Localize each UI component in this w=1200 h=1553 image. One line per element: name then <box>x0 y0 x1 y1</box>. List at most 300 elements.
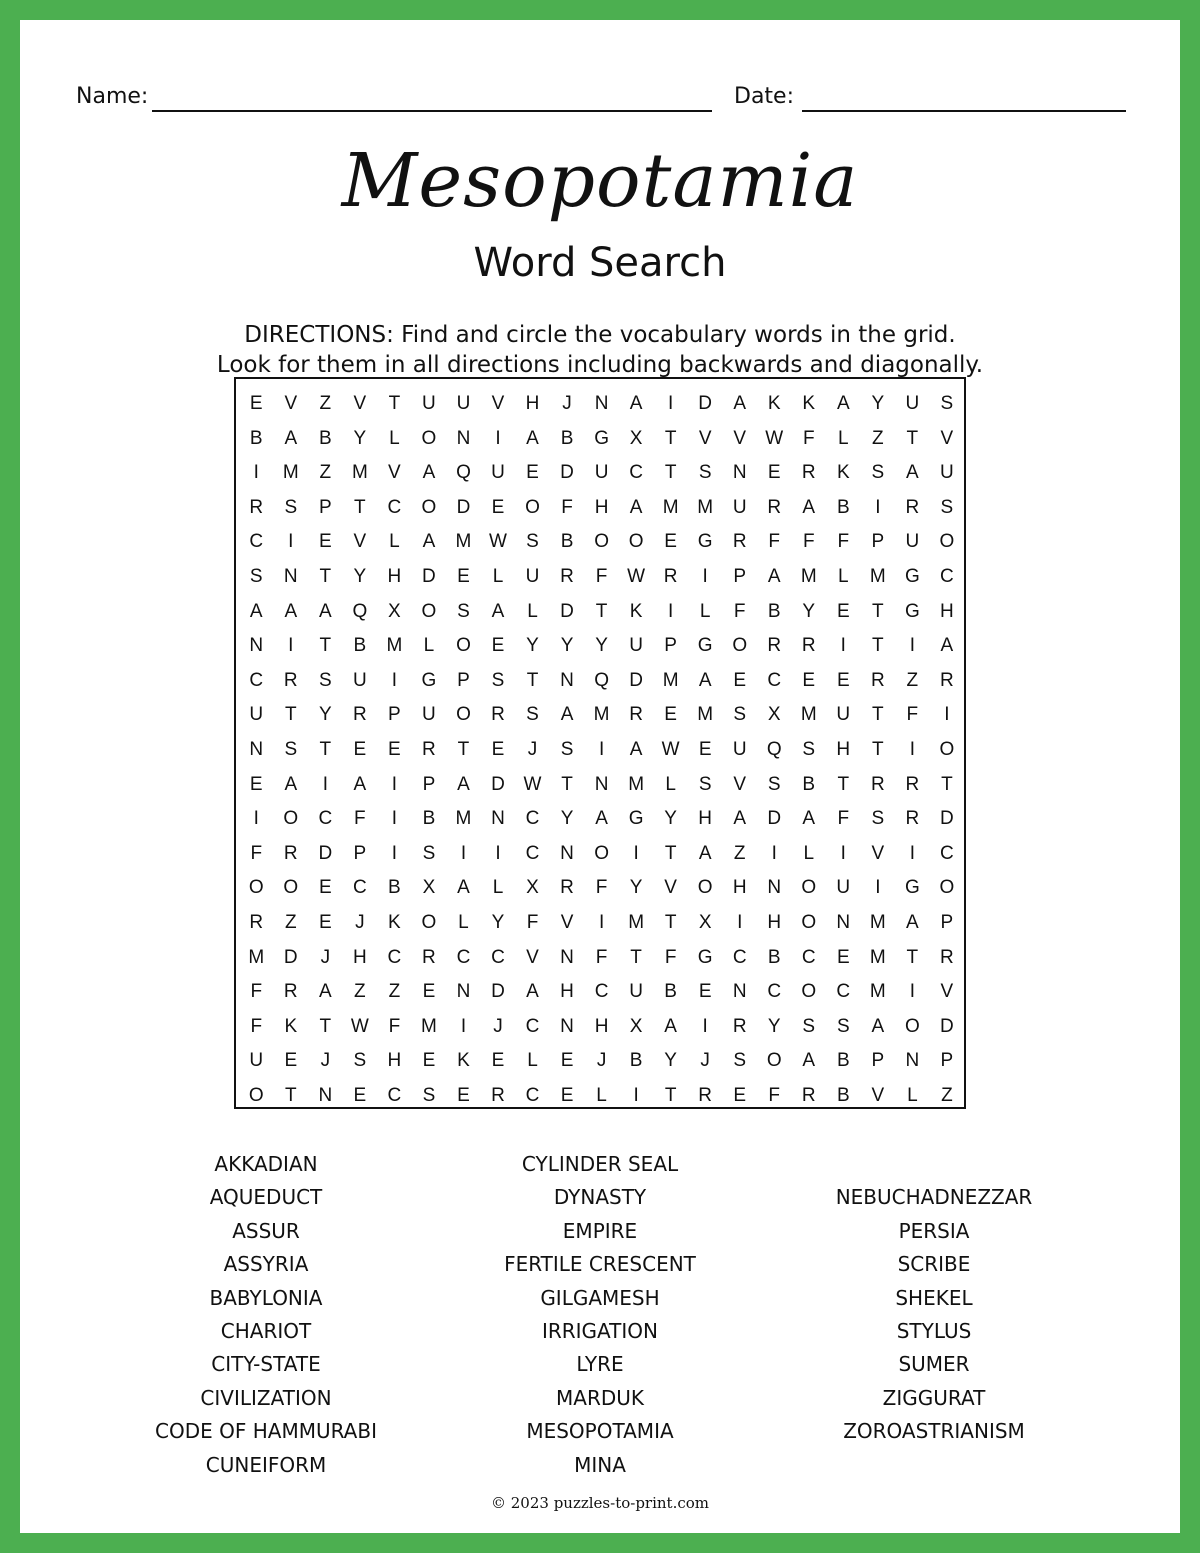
grid-letter[interactable]: N <box>249 635 264 657</box>
grid-letter[interactable]: N <box>767 877 782 899</box>
grid-letter[interactable]: R <box>491 1084 505 1106</box>
grid-letter[interactable]: S <box>526 531 539 553</box>
grid-letter[interactable]: K <box>388 911 401 933</box>
grid-letter[interactable]: Y <box>629 877 643 899</box>
grid-letter[interactable]: B <box>629 1050 643 1072</box>
grid-letter[interactable]: F <box>802 427 815 449</box>
grid-letter[interactable]: R <box>249 911 264 933</box>
grid-letter[interactable]: O <box>421 600 437 622</box>
grid-letter[interactable]: N <box>560 669 574 691</box>
grid-letter[interactable]: M <box>282 462 299 484</box>
grid-letter[interactable]: I <box>771 842 777 864</box>
grid-letter[interactable]: C <box>525 1015 540 1037</box>
grid-letter[interactable]: R <box>940 946 954 968</box>
grid-letter[interactable]: C <box>629 462 643 484</box>
grid-letter[interactable]: M <box>662 669 679 691</box>
grid-letter[interactable]: P <box>422 773 436 795</box>
grid-letter[interactable]: S <box>940 496 954 518</box>
grid-letter[interactable]: H <box>560 981 574 1003</box>
grid-letter[interactable]: S <box>491 669 505 691</box>
grid-letter[interactable]: L <box>838 565 849 587</box>
grid-letter[interactable]: P <box>733 565 747 587</box>
grid-letter[interactable]: L <box>389 427 400 449</box>
grid-letter[interactable]: V <box>733 427 747 449</box>
grid-letter[interactable]: E <box>802 669 816 691</box>
grid-letter[interactable]: U <box>249 1050 264 1072</box>
grid-letter[interactable]: F <box>388 1015 401 1037</box>
grid-letter[interactable]: A <box>353 773 367 795</box>
grid-letter[interactable]: H <box>594 1015 609 1037</box>
grid-letter[interactable]: T <box>906 946 919 968</box>
grid-letter[interactable]: I <box>495 842 501 864</box>
grid-letter[interactable]: M <box>869 911 886 933</box>
grid-letter[interactable]: K <box>767 393 781 414</box>
grid-letter[interactable]: F <box>802 531 815 553</box>
grid-letter[interactable]: J <box>320 1050 331 1072</box>
grid-letter[interactable]: C <box>525 808 540 830</box>
grid-letter[interactable]: D <box>560 600 574 622</box>
grid-letter[interactable]: A <box>802 496 816 518</box>
grid-letter[interactable]: C <box>318 808 333 830</box>
grid-letter[interactable]: B <box>836 1084 850 1106</box>
grid-letter[interactable]: A <box>457 773 470 795</box>
grid-letter[interactable]: C <box>249 531 264 553</box>
grid-letter[interactable]: U <box>732 496 747 518</box>
grid-letter[interactable]: T <box>561 773 573 795</box>
grid-letter[interactable]: J <box>700 1050 710 1072</box>
grid-letter[interactable]: L <box>665 773 676 795</box>
grid-letter[interactable]: E <box>526 462 539 484</box>
grid-letter[interactable]: I <box>840 842 846 864</box>
grid-letter[interactable]: C <box>525 842 540 864</box>
grid-letter[interactable]: U <box>836 704 851 726</box>
grid-letter[interactable]: Z <box>941 1084 953 1106</box>
grid-letter[interactable]: I <box>668 600 674 622</box>
grid-letter[interactable]: A <box>249 600 263 622</box>
grid-letter[interactable]: R <box>352 704 367 726</box>
grid-letter[interactable]: X <box>698 911 712 933</box>
grid-letter[interactable]: G <box>904 600 920 622</box>
grid-letter[interactable]: A <box>906 462 919 484</box>
grid-letter[interactable]: J <box>596 1050 607 1072</box>
grid-letter[interactable]: S <box>318 669 332 691</box>
grid-letter[interactable]: E <box>457 1084 470 1106</box>
grid-letter[interactable]: D <box>767 808 782 830</box>
grid-letter[interactable]: I <box>253 462 259 484</box>
grid-letter[interactable]: T <box>526 669 539 691</box>
grid-letter[interactable]: S <box>698 773 712 795</box>
grid-letter[interactable]: E <box>836 669 850 691</box>
grid-letter[interactable]: C <box>352 877 367 899</box>
grid-letter[interactable]: F <box>595 565 608 587</box>
grid-letter[interactable]: U <box>249 704 264 726</box>
grid-letter[interactable]: A <box>733 808 747 830</box>
grid-letter[interactable]: O <box>421 427 437 449</box>
grid-letter[interactable]: R <box>491 704 505 726</box>
grid-letter[interactable]: O <box>456 635 471 657</box>
grid-letter[interactable]: I <box>875 877 881 899</box>
grid-letter[interactable]: Y <box>318 704 332 726</box>
grid-letter[interactable]: C <box>387 1084 402 1106</box>
grid-letter[interactable]: U <box>594 462 609 484</box>
grid-letter[interactable]: A <box>664 1015 677 1037</box>
grid-letter[interactable]: U <box>422 704 436 726</box>
grid-letter[interactable]: S <box>767 773 781 795</box>
grid-letter[interactable]: N <box>560 1015 574 1037</box>
grid-letter[interactable]: T <box>872 600 884 622</box>
grid-letter[interactable]: T <box>354 496 366 518</box>
grid-letter[interactable]: A <box>629 393 643 414</box>
grid-letter[interactable]: F <box>664 946 677 968</box>
grid-letter[interactable]: P <box>318 496 332 518</box>
grid-letter[interactable]: L <box>492 565 504 587</box>
grid-letter[interactable]: U <box>905 393 920 414</box>
grid-letter[interactable]: S <box>284 738 298 760</box>
grid-letter[interactable]: R <box>767 635 782 657</box>
grid-letter[interactable]: M <box>800 704 817 726</box>
grid-letter[interactable]: E <box>249 773 263 795</box>
grid-letter[interactable]: V <box>940 427 954 449</box>
grid-letter[interactable]: H <box>525 393 540 414</box>
grid-letter[interactable]: M <box>386 635 403 657</box>
grid-letter[interactable]: C <box>767 981 782 1003</box>
grid-letter[interactable]: A <box>318 600 332 622</box>
grid-letter[interactable]: G <box>904 877 920 899</box>
grid-letter[interactable]: Y <box>767 1015 781 1037</box>
grid-letter[interactable]: A <box>802 808 816 830</box>
grid-letter[interactable]: P <box>940 1050 954 1072</box>
grid-letter[interactable]: U <box>629 635 643 657</box>
grid-letter[interactable]: A <box>698 669 712 691</box>
grid-letter[interactable]: X <box>629 1015 643 1037</box>
grid-letter[interactable]: E <box>698 981 712 1003</box>
grid-letter[interactable]: T <box>872 738 884 760</box>
grid-letter[interactable]: R <box>283 669 298 691</box>
grid-letter[interactable]: A <box>698 842 712 864</box>
grid-letter[interactable]: Y <box>560 635 574 657</box>
grid-letter[interactable]: G <box>628 808 644 830</box>
grid-letter[interactable]: A <box>422 462 436 484</box>
grid-letter[interactable]: R <box>249 496 264 518</box>
grid-letter[interactable]: H <box>387 565 402 587</box>
grid-letter[interactable]: E <box>353 1084 367 1106</box>
grid-letter[interactable]: C <box>387 496 402 518</box>
grid-letter[interactable]: Y <box>353 565 367 587</box>
grid-letter[interactable]: L <box>596 1084 607 1106</box>
grid-letter[interactable]: L <box>838 427 849 449</box>
grid-letter[interactable]: C <box>249 669 264 691</box>
grid-letter[interactable]: V <box>491 393 505 414</box>
grid-letter[interactable]: N <box>594 773 609 795</box>
grid-letter[interactable]: V <box>388 462 401 484</box>
grid-letter[interactable]: R <box>663 565 678 587</box>
grid-letter[interactable]: N <box>283 565 298 587</box>
grid-letter[interactable]: A <box>629 738 643 760</box>
grid-letter[interactable]: S <box>733 704 747 726</box>
grid-letter[interactable]: B <box>767 600 781 622</box>
grid-letter[interactable]: A <box>733 393 747 414</box>
grid-letter[interactable]: J <box>562 393 572 414</box>
grid-letter[interactable]: N <box>560 946 574 968</box>
grid-letter[interactable]: N <box>560 842 574 864</box>
grid-letter[interactable]: O <box>248 877 264 899</box>
grid-letter[interactable]: I <box>391 842 398 864</box>
grid-letter[interactable]: I <box>840 635 846 657</box>
grid-letter[interactable]: M <box>421 1015 437 1037</box>
grid-letter[interactable]: Y <box>353 427 367 449</box>
grid-letter[interactable]: I <box>322 773 328 795</box>
grid-letter[interactable]: I <box>633 1084 639 1106</box>
grid-letter[interactable]: E <box>664 531 677 553</box>
grid-letter[interactable]: O <box>421 496 437 518</box>
grid-letter[interactable]: R <box>732 531 747 553</box>
grid-letter[interactable]: T <box>319 635 332 657</box>
grid-letter[interactable]: M <box>800 565 817 587</box>
grid-letter[interactable]: E <box>560 1050 574 1072</box>
grid-letter[interactable]: J <box>320 946 331 968</box>
grid-letter[interactable]: S <box>836 1015 850 1037</box>
grid-letter[interactable]: I <box>288 635 294 657</box>
grid-letter[interactable]: F <box>526 911 539 933</box>
grid-letter[interactable]: I <box>875 496 881 518</box>
grid-letter[interactable]: B <box>767 946 781 968</box>
grid-letter[interactable]: O <box>283 808 299 830</box>
grid-letter[interactable]: M <box>869 981 886 1003</box>
grid-letter[interactable]: T <box>664 911 677 933</box>
grid-letter[interactable]: H <box>940 600 954 622</box>
grid-letter[interactable]: A <box>457 877 470 899</box>
grid-letter[interactable]: M <box>628 773 645 795</box>
grid-letter[interactable]: W <box>765 427 784 449</box>
grid-letter[interactable]: O <box>283 877 299 899</box>
grid-letter[interactable]: R <box>905 496 920 518</box>
grid-letter[interactable]: R <box>283 842 298 864</box>
grid-letter[interactable]: A <box>629 496 643 518</box>
grid-letter[interactable]: D <box>940 1015 954 1037</box>
grid-letter[interactable]: S <box>353 1050 367 1072</box>
grid-letter[interactable]: V <box>560 911 574 933</box>
grid-letter[interactable]: T <box>906 427 919 449</box>
grid-letter[interactable]: W <box>489 531 507 553</box>
grid-letter[interactable]: M <box>455 531 472 553</box>
grid-letter[interactable]: M <box>248 946 265 968</box>
grid-letter[interactable]: T <box>319 565 332 587</box>
grid-letter[interactable]: I <box>668 393 674 414</box>
grid-letter[interactable]: L <box>389 531 400 553</box>
grid-letter[interactable]: C <box>940 565 954 587</box>
grid-letter[interactable]: C <box>387 946 402 968</box>
grid-letter[interactable]: R <box>767 496 782 518</box>
grid-letter[interactable]: I <box>391 669 398 691</box>
grid-letter[interactable]: B <box>422 808 436 830</box>
grid-letter[interactable]: N <box>732 981 747 1003</box>
grid-letter[interactable]: R <box>905 808 920 830</box>
grid-letter[interactable]: T <box>595 600 608 622</box>
grid-letter[interactable]: P <box>388 704 401 726</box>
grid-letter[interactable]: X <box>422 877 436 899</box>
grid-letter[interactable]: A <box>871 1015 885 1037</box>
grid-letter[interactable]: W <box>350 1015 369 1037</box>
grid-letter[interactable]: X <box>388 600 401 622</box>
grid-letter[interactable]: I <box>598 911 605 933</box>
grid-letter[interactable]: A <box>318 981 332 1003</box>
grid-letter[interactable]: O <box>525 496 540 518</box>
grid-letter[interactable]: U <box>629 981 643 1003</box>
grid-letter[interactable]: A <box>284 600 298 622</box>
grid-letter[interactable]: U <box>525 565 540 587</box>
grid-letter[interactable]: R <box>698 1084 713 1106</box>
grid-letter[interactable]: C <box>767 669 782 691</box>
grid-letter[interactable]: D <box>491 773 505 795</box>
grid-letter[interactable]: D <box>422 565 436 587</box>
grid-letter[interactable]: B <box>388 877 401 899</box>
grid-letter[interactable]: F <box>906 704 919 726</box>
grid-letter[interactable]: E <box>491 635 505 657</box>
grid-letter[interactable]: Y <box>664 808 677 830</box>
grid-letter[interactable]: M <box>697 496 714 518</box>
grid-letter[interactable]: O <box>939 531 955 553</box>
grid-letter[interactable]: V <box>284 393 298 414</box>
grid-letter[interactable]: Y <box>491 911 505 933</box>
grid-letter[interactable]: N <box>594 393 609 414</box>
grid-letter[interactable]: L <box>527 1050 538 1072</box>
grid-letter[interactable]: O <box>594 842 609 864</box>
grid-letter[interactable]: H <box>732 877 747 899</box>
grid-letter[interactable]: D <box>940 808 954 830</box>
grid-letter[interactable]: V <box>353 393 367 414</box>
grid-letter[interactable]: O <box>248 1084 264 1106</box>
grid-letter[interactable]: L <box>907 1084 918 1106</box>
grid-letter[interactable]: A <box>526 427 539 449</box>
grid-letter[interactable]: O <box>594 531 609 553</box>
grid-letter[interactable]: G <box>594 427 609 449</box>
grid-letter[interactable]: T <box>319 738 332 760</box>
grid-letter[interactable]: U <box>836 877 851 899</box>
grid-letter[interactable]: V <box>526 946 539 968</box>
grid-letter[interactable]: E <box>318 877 332 899</box>
grid-letter[interactable]: C <box>801 946 816 968</box>
grid-letter[interactable]: Z <box>733 842 746 864</box>
grid-letter[interactable]: X <box>526 877 539 899</box>
grid-letter[interactable]: M <box>869 565 886 587</box>
grid-letter[interactable]: D <box>560 462 574 484</box>
grid-letter[interactable]: E <box>733 1084 747 1106</box>
grid-letter[interactable]: O <box>939 738 955 760</box>
grid-letter[interactable]: F <box>768 531 781 553</box>
grid-letter[interactable]: X <box>629 427 643 449</box>
grid-letter[interactable]: Y <box>664 1050 677 1072</box>
grid-letter[interactable]: E <box>836 946 850 968</box>
grid-letter[interactable]: I <box>253 808 259 830</box>
grid-letter[interactable]: I <box>909 981 915 1003</box>
grid-letter[interactable]: P <box>871 1050 885 1072</box>
grid-letter[interactable]: S <box>871 808 885 830</box>
grid-letter[interactable]: D <box>283 946 298 968</box>
grid-letter[interactable]: F <box>733 600 746 622</box>
grid-letter[interactable]: E <box>491 738 505 760</box>
grid-letter[interactable]: C <box>732 946 747 968</box>
grid-letter[interactable]: I <box>702 565 708 587</box>
grid-letter[interactable]: N <box>836 911 851 933</box>
grid-letter[interactable]: T <box>872 635 884 657</box>
grid-letter[interactable]: J <box>355 911 365 933</box>
grid-letter[interactable]: I <box>495 427 501 449</box>
grid-letter[interactable]: S <box>526 704 539 726</box>
grid-letter[interactable]: E <box>353 738 367 760</box>
grid-letter[interactable]: A <box>560 704 574 726</box>
grid-letter[interactable]: A <box>422 531 436 553</box>
grid-letter[interactable]: E <box>733 669 747 691</box>
grid-letter[interactable]: S <box>802 738 816 760</box>
grid-letter[interactable]: C <box>594 981 609 1003</box>
grid-letter[interactable]: U <box>422 393 436 414</box>
grid-letter[interactable]: K <box>836 462 850 484</box>
grid-letter[interactable]: G <box>697 946 713 968</box>
grid-letter[interactable]: O <box>801 911 817 933</box>
grid-letter[interactable]: A <box>284 427 298 449</box>
grid-letter[interactable]: M <box>628 911 645 933</box>
grid-letter[interactable]: G <box>697 531 713 553</box>
grid-letter[interactable]: L <box>492 877 504 899</box>
grid-letter[interactable]: F <box>250 1015 263 1037</box>
grid-letter[interactable]: V <box>733 773 747 795</box>
grid-letter[interactable]: B <box>249 427 263 449</box>
grid-letter[interactable]: P <box>457 669 470 691</box>
grid-letter[interactable]: K <box>802 393 816 414</box>
grid-letter[interactable]: S <box>940 393 954 414</box>
grid-letter[interactable]: E <box>491 496 505 518</box>
grid-letter[interactable]: F <box>561 496 573 518</box>
grid-letter[interactable]: Y <box>871 393 885 414</box>
grid-letter[interactable]: I <box>391 808 398 830</box>
grid-letter[interactable]: Q <box>456 462 471 484</box>
grid-letter[interactable]: N <box>318 1084 333 1106</box>
grid-letter[interactable]: F <box>250 981 263 1003</box>
grid-letter[interactable]: I <box>909 842 915 864</box>
grid-letter[interactable]: M <box>869 946 886 968</box>
grid-letter[interactable]: V <box>698 427 712 449</box>
grid-letter[interactable]: B <box>802 773 816 795</box>
grid-letter[interactable]: O <box>697 877 713 899</box>
grid-letter[interactable]: E <box>698 738 712 760</box>
grid-letter[interactable]: U <box>940 462 954 484</box>
grid-letter[interactable]: K <box>284 1015 298 1037</box>
grid-letter[interactable]: J <box>527 738 538 760</box>
grid-letter[interactable]: M <box>662 496 679 518</box>
grid-letter[interactable]: O <box>801 981 817 1003</box>
grid-letter[interactable]: D <box>456 496 471 518</box>
grid-letter[interactable]: F <box>354 808 366 830</box>
grid-letter[interactable]: T <box>457 738 470 760</box>
grid-letter[interactable]: A <box>284 773 298 795</box>
grid-letter[interactable]: P <box>871 531 885 553</box>
grid-letter[interactable]: C <box>836 981 851 1003</box>
grid-letter[interactable]: O <box>939 877 955 899</box>
grid-letter[interactable]: W <box>661 738 680 760</box>
grid-letter[interactable]: E <box>560 1084 574 1106</box>
grid-letter[interactable]: R <box>560 565 574 587</box>
grid-letter[interactable]: T <box>664 842 677 864</box>
grid-letter[interactable]: D <box>491 981 505 1003</box>
grid-letter[interactable]: E <box>457 565 470 587</box>
grid-letter[interactable]: E <box>836 600 850 622</box>
grid-letter[interactable]: G <box>421 669 437 691</box>
grid-letter[interactable]: N <box>905 1050 920 1072</box>
grid-letter[interactable]: K <box>629 600 643 622</box>
grid-letter[interactable]: P <box>940 911 954 933</box>
grid-letter[interactable]: F <box>250 842 263 864</box>
grid-letter[interactable]: S <box>733 1050 747 1072</box>
